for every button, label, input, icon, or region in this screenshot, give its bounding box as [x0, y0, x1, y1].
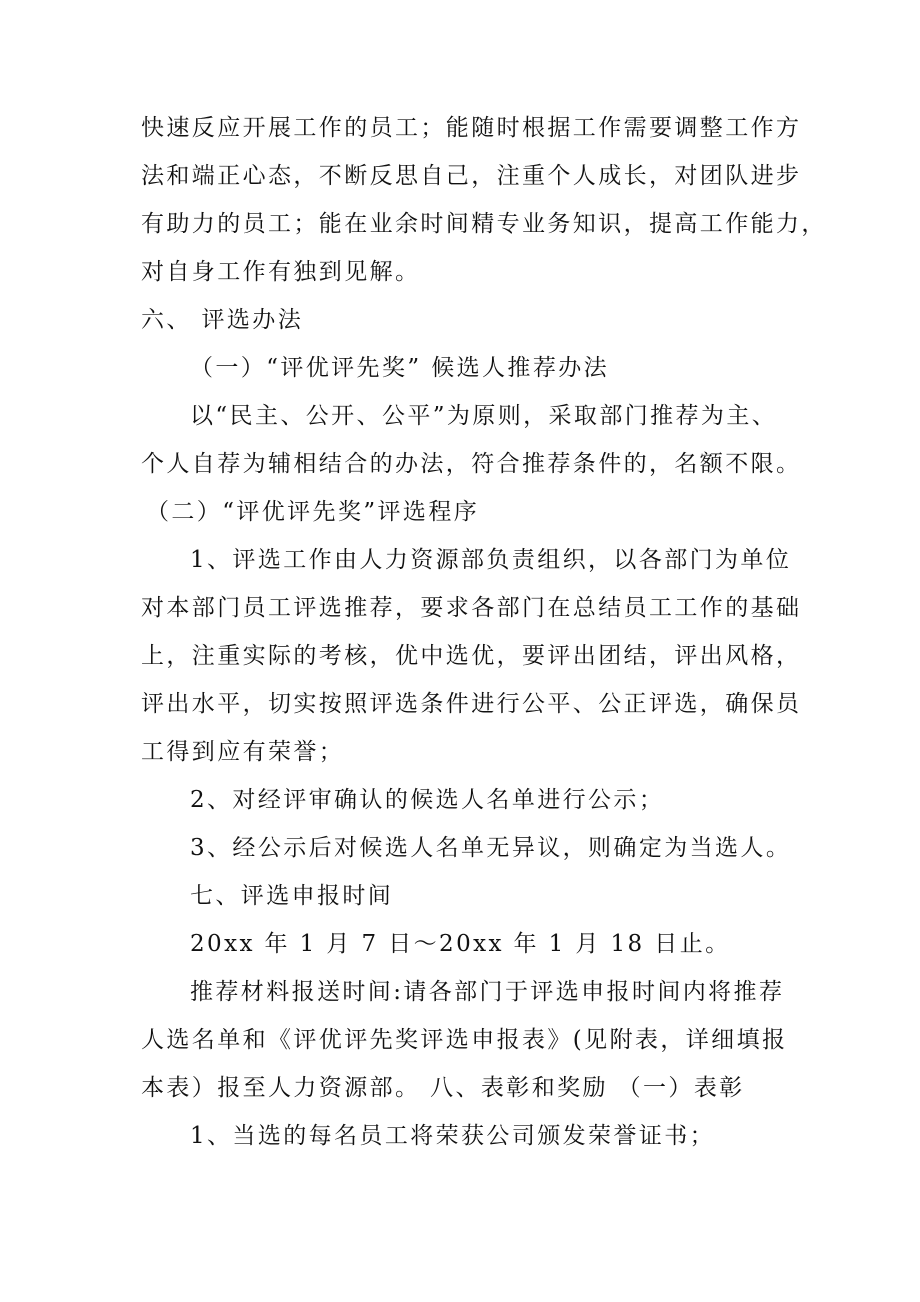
paragraph-line: 1、评选工作由人力资源部负责组织，以各部门为单位 [190, 547, 792, 573]
paragraph-line: 评出水平，切实按照评选条件进行公平、公正评选，确保员 [141, 691, 802, 717]
paragraph-line: 2、对经评审确认的候选人名单进行公示； [190, 787, 665, 813]
paragraph-line: 对自身工作有独到见解。 [141, 259, 421, 285]
paragraph-line: 3、经公示后对候选人名单无异议，则确定为当选人。 [190, 835, 792, 861]
paragraph-line: 以“民主、公开、公平”为原则，采取部门推荐为主、 [190, 403, 778, 429]
paragraph-line: 上，注重实际的考核，优中选优，要评出团结，评出风格， [141, 643, 802, 669]
paragraph-line: 20xx 年 1 月 7 日～20xx 年 1 月 18 日止。 [190, 931, 731, 957]
paragraph-line: 快速反应开展工作的员工；能随时根据工作需要调整工作方 [141, 115, 802, 141]
section-heading: 六、 评选办法 [141, 307, 304, 333]
paragraph-line: 1、当选的每名员工将荣获公司颁发荣誉证书； [190, 1123, 716, 1149]
paragraph-line: 有助力的员工；能在业余时间精专业务知识，提高工作能力， [141, 211, 827, 237]
paragraph-line: 本表）报至人力资源部。 八、表彰和奖励 （一）表彰 [141, 1075, 745, 1101]
paragraph-line: 工得到应有荣誉； [141, 739, 345, 765]
paragraph-line: 法和端正心态，不断反思自己，注重个人成长，对团队进步 [141, 163, 802, 189]
paragraph-line: 对本部门员工评选推荐，要求各部门在总结员工工作的基础 [141, 595, 802, 621]
subsection-heading: （一）“评优评先奖” 候选人推荐办法 [190, 355, 610, 381]
section-heading: 七、评选申报时间 [190, 883, 394, 909]
paragraph-line: 推荐材料报送时间:请各部门于评选申报时间内将推荐 [190, 979, 785, 1005]
paragraph-line: 个人自荐为辅相结合的办法，符合推荐条件的，名额不限。 [141, 451, 802, 477]
subsection-heading: （二）“评优评先奖”评选程序 [146, 499, 480, 525]
paragraph-line: 人选名单和《评优评先奖评选申报表》(见附表，详细填报 [141, 1027, 788, 1053]
